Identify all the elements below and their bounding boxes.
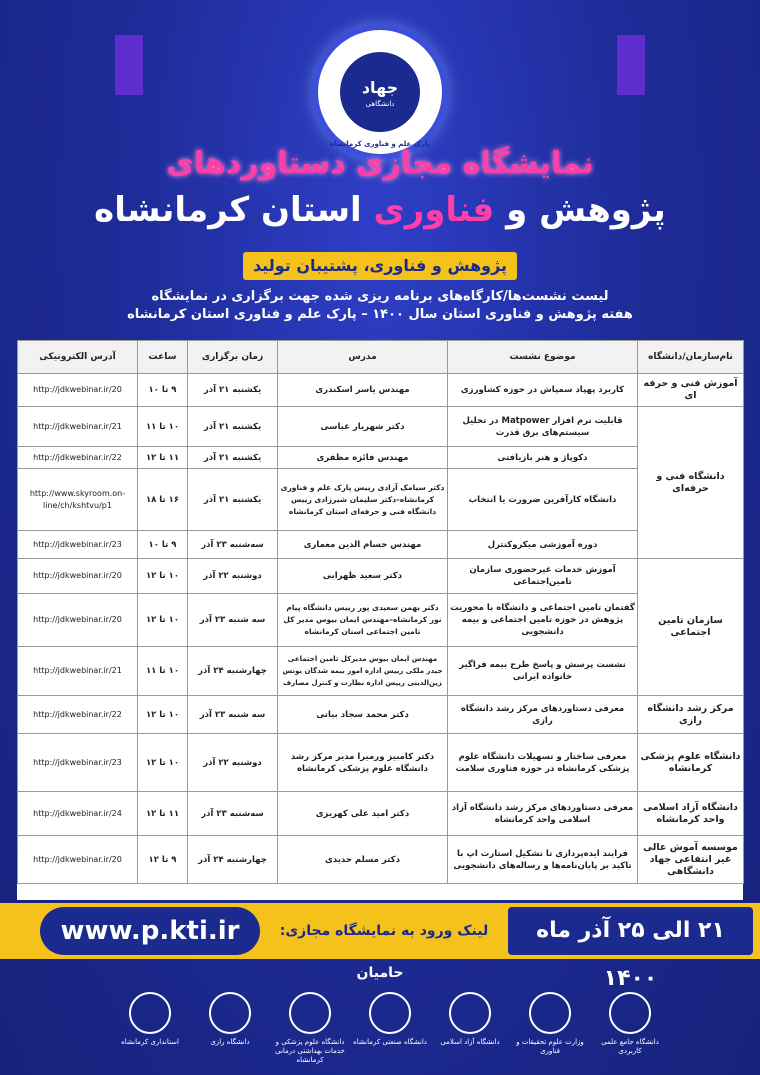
table-row (18, 469, 744, 531)
topic-cell: معرفی ساختار و تسهیلات دانشگاه علوم پزشکی کرمانشاه در حوزه فناوری سلامت (448, 734, 638, 792)
sponsor-label: وزارت علوم تحقیقات و فناوری (516, 1038, 584, 1055)
link-label: لینک ورود به نمایشگاه مجازی: (279, 923, 489, 939)
url-cell[interactable]: http://www.skyroom.on-line/ch/kshtvu/p1 (18, 469, 138, 531)
title-part-c: استان کرمانشاه (94, 190, 374, 230)
org-cell: سازمان تامین اجتماعی (638, 559, 744, 696)
topic-cell: گفتمان تامین اجتماعی و دانشگاه با محوریت پژوهش در حوزه تامین اجتماعی و بیمه دانشجویی (448, 594, 638, 647)
table-row (18, 531, 744, 559)
date-cell: چهارشنبه ۲۴ آذر (188, 836, 278, 884)
url-cell[interactable]: http://jdkwebinar.ir/22 (18, 696, 138, 734)
org-cell: دانشگاه علوم پزشکی کرمانشاه (638, 734, 744, 792)
date-cell: دوشنبه ۲۲ آذر (188, 559, 278, 594)
hour-cell: ۱۱ تا ۱۲ (138, 447, 188, 469)
hour-cell: ۱۱ تا ۱۲ (138, 792, 188, 836)
sponsor-item (590, 992, 670, 1056)
date-cell: سه شنبه ۲۳ آذر (188, 594, 278, 647)
sponsor-item (270, 992, 350, 1065)
logo-emblem (340, 52, 420, 132)
sessions-table (17, 340, 744, 884)
topic-cell: معرفی دستاوردهای مرکز رشد دانشگاه آزاد اسلامی واحد کرمانشاه (448, 792, 638, 836)
sponsor-label: دانشگاه جامع علمی کاربردی (601, 1038, 659, 1055)
poster-title-line2 (0, 190, 760, 230)
table-row (18, 647, 744, 696)
teacher-cell: دکتر سیامک آزادی رییس پارک علم و فناوری کرمانشاه–دکتر سلیمان شیرزادی رییس دانشگاه فنی و حرفه‌ای استان کرمانشاه (278, 469, 448, 531)
hour-cell: ۹ تا ۱۲ (138, 836, 188, 884)
jahad-logo (318, 30, 442, 154)
hour-cell: ۱۶ تا ۱۸ (138, 469, 188, 531)
date-cell: سه‌شنبه ۲۳ آذر (188, 792, 278, 836)
url-cell[interactable]: http://jdkwebinar.ir/20 (18, 374, 138, 407)
sponsor-emblem-icon (449, 992, 491, 1034)
topic-cell: دکوپاژ و هنر بازیافتی (448, 447, 638, 469)
website-link[interactable]: www.p.kti.ir (40, 907, 260, 955)
org-cell: مرکز رشد دانشگاه رازی (638, 696, 744, 734)
sponsors-row (110, 992, 710, 1072)
org-cell: دانشگاه فنی و حرفه‌ای (638, 407, 744, 559)
date-cell: چهارشنبه ۲۴ آذر (188, 647, 278, 696)
list-title-line1: لیست نشست‌ها/کارگاه‌های برنامه ریزی شده جهت برگزاری در نمایشگاه (151, 289, 609, 304)
table-row (18, 374, 744, 407)
date-cell: دوشنبه ۲۲ آذر (188, 734, 278, 792)
table-row (18, 734, 744, 792)
hour-cell: ۱۰ تا ۱۲ (138, 734, 188, 792)
url-cell[interactable]: http://jdkwebinar.ir/22 (18, 447, 138, 469)
url-cell[interactable]: http://jdkwebinar.ir/24 (18, 792, 138, 836)
hour-cell: ۹ تا ۱۰ (138, 374, 188, 407)
sponsor-emblem-icon (129, 992, 171, 1034)
teacher-cell: دکتر کامبیز ورمیرا مدیر مرکز رشد دانشگاه علوم پزشکی کرمانشاه (278, 734, 448, 792)
url-cell[interactable]: http://jdkwebinar.ir/21 (18, 647, 138, 696)
decor-block-right (617, 35, 645, 95)
sponsor-label: دانشگاه علوم پزشکی و خدمات بهداشتی درمانی کرمانشاه (275, 1038, 345, 1064)
date-cell: یکشنبه ۲۱ آذر (188, 374, 278, 407)
date-cell: یکشنبه ۲۱ آذر (188, 469, 278, 531)
sponsor-item (510, 992, 590, 1056)
teacher-cell: دکتر سعید ظهرابی (278, 559, 448, 594)
sponsor-emblem-icon (529, 992, 571, 1034)
hour-cell: ۱۰ تا ۱۲ (138, 696, 188, 734)
teacher-cell: دکتر شهریار عباسی (278, 407, 448, 447)
slogan-banner: پژوهش و فناوری، پشتیبان تولید (243, 252, 517, 280)
sponsor-emblem-icon (209, 992, 251, 1034)
org-cell: موسسه آموش عالی غیر انتفاعی جهاد دانشگاهی (638, 836, 744, 884)
topic-cell: نشست پرسش و پاسخ طرح بیمه فراگیر خانواده ایرانی (448, 647, 638, 696)
col-header-url: آدرس الکترونیکی (18, 341, 138, 374)
teacher-cell: مهندس فائزه مظفری (278, 447, 448, 469)
table-row (18, 447, 744, 469)
sponsor-emblem-icon (369, 992, 411, 1034)
logo-title: جهاد (361, 78, 399, 97)
sponsor-label: استانداری کرمانشاه (121, 1038, 179, 1046)
teacher-cell: مهندس حسام الدین معماری (278, 531, 448, 559)
hour-cell: ۱۰ تا ۱۲ (138, 594, 188, 647)
hour-cell: ۱۰ تا ۱۱ (138, 407, 188, 447)
sponsor-label: دانشگاه آزاد اسلامی (440, 1038, 500, 1046)
table-row (18, 836, 744, 884)
topic-cell: آموزش خدمات غیرحضوری سازمان تامین‌اجتماعی (448, 559, 638, 594)
hour-cell: ۱۰ تا ۱۲ (138, 559, 188, 594)
decor-block-left (115, 35, 143, 95)
hour-cell: ۹ تا ۱۰ (138, 531, 188, 559)
url-cell[interactable]: http://jdkwebinar.ir/20 (18, 594, 138, 647)
title-part-a: پژوهش و (494, 190, 666, 230)
col-header-date: زمان برگزاری (188, 341, 278, 374)
hour-cell: ۱۰ تا ۱۱ (138, 647, 188, 696)
topic-cell: فرایند ایده‌پردازی تا تشکیل استارت اپ با تاکید بر پایان‌نامه‌ها و رساله‌های دانشجویی (448, 836, 638, 884)
topic-cell: کاربرد پهپاد سمپاش در حوزه کشاورزی (448, 374, 638, 407)
teacher-cell: دکتر بهمن سعیدی پور رییس دانشگاه پیام نور کرمانشاه–مهندس ایمان بیوس مدیر کل تامین اجتماعی استان کرمانشاه (278, 594, 448, 647)
sessions-table-container (17, 340, 743, 900)
table-row (18, 696, 744, 734)
table-row (18, 407, 744, 447)
teacher-cell: دکتر محمد سجاد بیاتی (278, 696, 448, 734)
date-cell: سه شنبه ۲۳ آذر (188, 696, 278, 734)
teacher-cell: دکتر مسلم حدیدی (278, 836, 448, 884)
date-cell: یکشنبه ۲۱ آذر (188, 407, 278, 447)
col-header-topic: موضوع نشست (448, 341, 638, 374)
logo-ring-text: پارک علم و فناوری کرمانشاه (329, 140, 431, 148)
table-row (18, 559, 744, 594)
table-row (18, 792, 744, 836)
sponsors-title: حامیان (356, 965, 404, 981)
sponsor-emblem-icon (289, 992, 331, 1034)
table-row (18, 594, 744, 647)
poster-title-line1: نمایشگاه مجازی دستاوردهای (166, 146, 594, 181)
url-cell[interactable]: http://jdkwebinar.ir/21 (18, 407, 138, 447)
col-header-org: نام‌سازمان/دانشگاه (638, 341, 744, 374)
date-cell: سه‌شنبه ۲۳ آذر (188, 531, 278, 559)
topic-cell: قابلیت نرم افزار Matpower در تحلیل سیستم‌های برق قدرت (448, 407, 638, 447)
teacher-cell: مهندس یاسر اسکندری (278, 374, 448, 407)
url-cell[interactable]: http://jdkwebinar.ir/20 (18, 559, 138, 594)
url-cell[interactable]: http://jdkwebinar.ir/20 (18, 836, 138, 884)
topic-cell: دانشگاه کارآفرین ضرورت یا انتخاب (448, 469, 638, 531)
topic-cell: دوره آموزشی میکروکنترل (448, 531, 638, 559)
list-title (0, 288, 760, 324)
sponsor-item (110, 992, 190, 1047)
teacher-cell: مهندس ایمان بیوس مدیرکل تامین اجتماعی حیدر ملکی رییس اداره امور بیمه شدگان یونس زین‌الدینی رییس اداره نظارت و کنترل مصارف (278, 647, 448, 696)
logo-subtitle: دانشگاهی (365, 100, 395, 108)
table-header-row (18, 341, 744, 374)
sponsor-label: دانشگاه رازی (210, 1038, 250, 1046)
event-dates: ۲۱ الی ۲۵ آذر ماه ۱۴۰۰ (508, 907, 753, 955)
sponsor-item (190, 992, 270, 1047)
title-highlight: فناوری (373, 190, 495, 230)
url-cell[interactable]: http://jdkwebinar.ir/23 (18, 734, 138, 792)
list-title-line2: هفته پژوهش و فناوری استان سال ۱۴۰۰ – پارک علم و فناوری استان کرمانشاه (127, 307, 633, 322)
sponsor-item (350, 992, 430, 1047)
org-cell: دانشگاه آزاد اسلامی واحد کرمانشاه (638, 792, 744, 836)
date-cell: یکشنبه ۲۱ آذر (188, 447, 278, 469)
topic-cell: معرفی دستاوردهای مرکز رشد دانشگاه رازی (448, 696, 638, 734)
sponsor-item (430, 992, 510, 1047)
col-header-hour: ساعت (138, 341, 188, 374)
col-header-teacher: مدرس (278, 341, 448, 374)
url-cell[interactable]: http://jdkwebinar.ir/23 (18, 531, 138, 559)
sponsor-label: دانشگاه صنعتی کرمانشاه (353, 1038, 427, 1046)
teacher-cell: دکتر امید علی کهریزی (278, 792, 448, 836)
sponsor-emblem-icon (609, 992, 651, 1034)
org-cell: آموزش فنی و حرفه ای (638, 374, 744, 407)
